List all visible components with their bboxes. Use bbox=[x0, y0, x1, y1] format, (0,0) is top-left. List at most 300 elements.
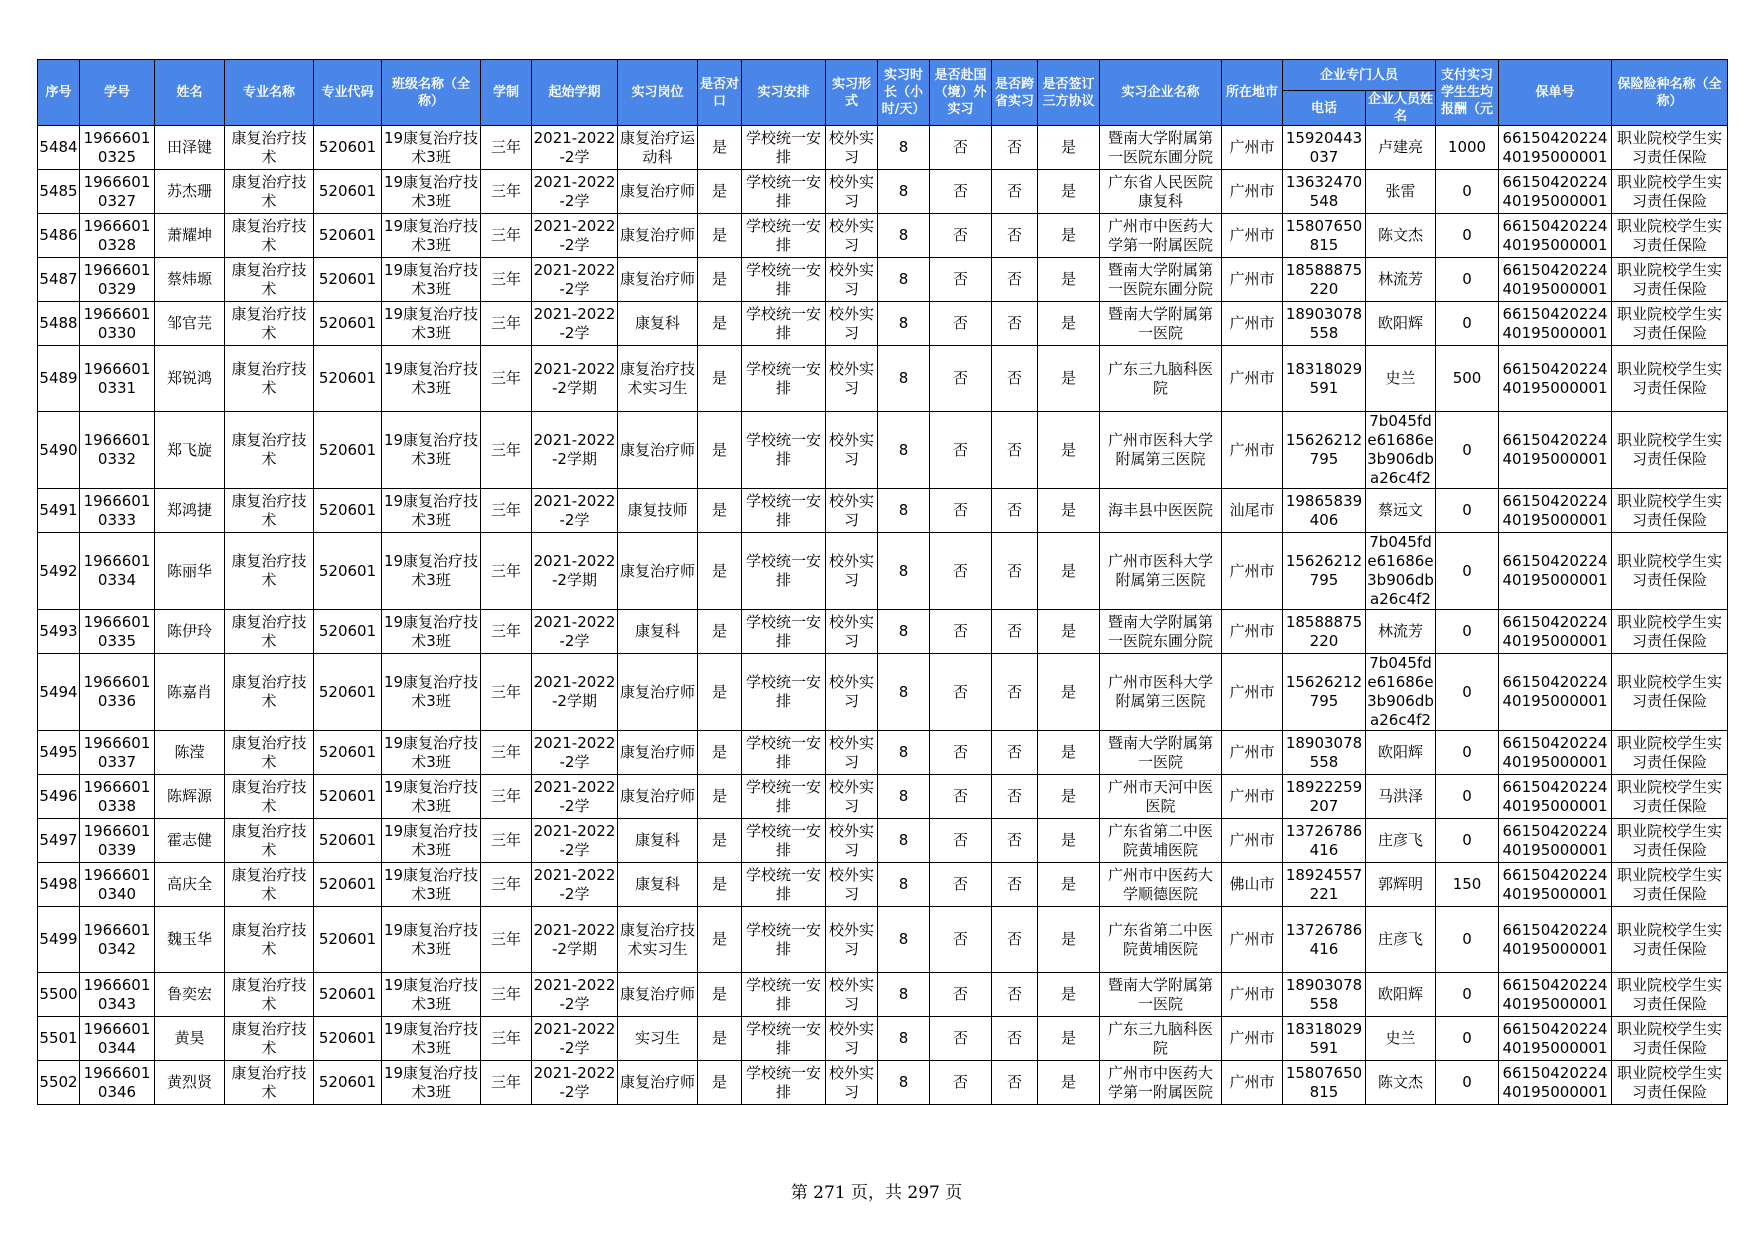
cell-agreement: 是 bbox=[1038, 819, 1100, 863]
cell-student-id: 19666010332 bbox=[80, 412, 155, 489]
cell-policy-no: 6615042022440195000001 bbox=[1499, 819, 1612, 863]
cell-position: 康复科 bbox=[618, 610, 698, 654]
cell-phone: 15920443037 bbox=[1283, 126, 1366, 170]
cell-matched: 是 bbox=[698, 863, 742, 907]
cell-cross-province: 否 bbox=[992, 489, 1038, 533]
cell-form: 校外实习 bbox=[826, 258, 878, 302]
cell-city: 汕尾市 bbox=[1222, 489, 1283, 533]
cell-phone: 18588875220 bbox=[1283, 610, 1366, 654]
cell-class-name: 19康复治疗技术3班 bbox=[382, 412, 481, 489]
cell-phone: 15626212795 bbox=[1283, 533, 1366, 610]
cell-arrangement: 学校统一安排 bbox=[742, 731, 826, 775]
cell-abroad: 否 bbox=[930, 731, 992, 775]
cell-hours: 8 bbox=[878, 346, 930, 412]
cell-hours: 8 bbox=[878, 819, 930, 863]
col-insurance: 保险险种名称（全称） bbox=[1612, 60, 1728, 126]
cell-company: 广东省第二中医院黄埔医院 bbox=[1100, 819, 1222, 863]
cell-city: 广州市 bbox=[1222, 533, 1283, 610]
cell-major-code: 520601 bbox=[314, 1017, 382, 1061]
cell-cross-province: 否 bbox=[992, 533, 1038, 610]
cell-name: 郑锐鸿 bbox=[155, 346, 225, 412]
cell-company: 广州市医科大学附属第三医院 bbox=[1100, 412, 1222, 489]
cell-insurance: 职业院校学生实习责任保险 bbox=[1612, 819, 1728, 863]
cell-form: 校外实习 bbox=[826, 214, 878, 258]
cell-student-id: 19666010330 bbox=[80, 302, 155, 346]
cell-matched: 是 bbox=[698, 258, 742, 302]
table-row bbox=[38, 489, 1728, 533]
cell-phone: 15626212795 bbox=[1283, 412, 1366, 489]
cell-pay: 0 bbox=[1436, 1061, 1499, 1105]
cell-major-code: 520601 bbox=[314, 489, 382, 533]
cell-staff-name: 欧阳辉 bbox=[1366, 731, 1436, 775]
cell-student-id: 19666010328 bbox=[80, 214, 155, 258]
col-form: 实习形式 bbox=[826, 60, 878, 126]
cell-phone: 18922259207 bbox=[1283, 775, 1366, 819]
cell-company: 广东三九脑科医院 bbox=[1100, 1017, 1222, 1061]
cell-duration: 三年 bbox=[481, 863, 532, 907]
cell-student-id: 19666010342 bbox=[80, 907, 155, 973]
col-company: 实习企业名称 bbox=[1100, 60, 1222, 126]
cell-hours: 8 bbox=[878, 302, 930, 346]
cell-class-name: 19康复治疗技术3班 bbox=[382, 346, 481, 412]
cell-matched: 是 bbox=[698, 610, 742, 654]
cell-duration: 三年 bbox=[481, 214, 532, 258]
col-phone: 电话 bbox=[1283, 91, 1366, 126]
cell-class-name: 19康复治疗技术3班 bbox=[382, 533, 481, 610]
cell-agreement: 是 bbox=[1038, 731, 1100, 775]
cell-abroad: 否 bbox=[930, 170, 992, 214]
cell-position: 康复治疗师 bbox=[618, 1061, 698, 1105]
cell-city: 广州市 bbox=[1222, 610, 1283, 654]
cell-abroad: 否 bbox=[930, 346, 992, 412]
cell-city: 广州市 bbox=[1222, 412, 1283, 489]
col-arrangement: 实习安排 bbox=[742, 60, 826, 126]
cell-form: 校外实习 bbox=[826, 126, 878, 170]
cell-phone: 18318029591 bbox=[1283, 1017, 1366, 1061]
cell-hours: 8 bbox=[878, 126, 930, 170]
cell-pay: 0 bbox=[1436, 214, 1499, 258]
cell-duration: 三年 bbox=[481, 654, 532, 731]
cell-class-name: 19康复治疗技术3班 bbox=[382, 610, 481, 654]
cell-major: 康复治疗技术 bbox=[225, 973, 314, 1017]
cell-abroad: 否 bbox=[930, 1061, 992, 1105]
cell-seq: 5491 bbox=[38, 489, 80, 533]
cell-position: 康复治疗师 bbox=[618, 731, 698, 775]
cell-matched: 是 bbox=[698, 775, 742, 819]
cell-form: 校外实习 bbox=[826, 731, 878, 775]
cell-arrangement: 学校统一安排 bbox=[742, 489, 826, 533]
cell-phone: 15807650815 bbox=[1283, 214, 1366, 258]
cell-insurance: 职业院校学生实习责任保险 bbox=[1612, 258, 1728, 302]
cell-matched: 是 bbox=[698, 1061, 742, 1105]
cell-matched: 是 bbox=[698, 126, 742, 170]
cell-company: 广州市医科大学附属第三医院 bbox=[1100, 533, 1222, 610]
cell-form: 校外实习 bbox=[826, 302, 878, 346]
cell-company: 暨南大学附属第一医院东圃分院 bbox=[1100, 258, 1222, 302]
cell-policy-no: 6615042022440195000001 bbox=[1499, 775, 1612, 819]
cell-phone: 18318029591 bbox=[1283, 346, 1366, 412]
cell-class-name: 19康复治疗技术3班 bbox=[382, 973, 481, 1017]
cell-position: 康复治疗师 bbox=[618, 412, 698, 489]
cell-hours: 8 bbox=[878, 731, 930, 775]
cell-name: 陈嘉肖 bbox=[155, 654, 225, 731]
cell-matched: 是 bbox=[698, 907, 742, 973]
cell-insurance: 职业院校学生实习责任保险 bbox=[1612, 1061, 1728, 1105]
cell-hours: 8 bbox=[878, 170, 930, 214]
cell-abroad: 否 bbox=[930, 775, 992, 819]
cell-duration: 三年 bbox=[481, 302, 532, 346]
cell-hours: 8 bbox=[878, 533, 930, 610]
cell-duration: 三年 bbox=[481, 1061, 532, 1105]
cell-agreement: 是 bbox=[1038, 533, 1100, 610]
cell-policy-no: 6615042022440195000001 bbox=[1499, 170, 1612, 214]
cell-staff-name: 马洪泽 bbox=[1366, 775, 1436, 819]
cell-city: 广州市 bbox=[1222, 170, 1283, 214]
cell-position: 康复治疗师 bbox=[618, 654, 698, 731]
cell-phone: 18588875220 bbox=[1283, 258, 1366, 302]
cell-form: 校外实习 bbox=[826, 775, 878, 819]
cell-cross-province: 否 bbox=[992, 973, 1038, 1017]
cell-agreement: 是 bbox=[1038, 302, 1100, 346]
cell-pay: 0 bbox=[1436, 973, 1499, 1017]
cell-class-name: 19康复治疗技术3班 bbox=[382, 1061, 481, 1105]
cell-class-name: 19康复治疗技术3班 bbox=[382, 731, 481, 775]
cell-major: 康复治疗技术 bbox=[225, 346, 314, 412]
cell-hours: 8 bbox=[878, 610, 930, 654]
cell-cross-province: 否 bbox=[992, 346, 1038, 412]
cell-cross-province: 否 bbox=[992, 654, 1038, 731]
table-row bbox=[38, 412, 1728, 489]
cell-insurance: 职业院校学生实习责任保险 bbox=[1612, 1017, 1728, 1061]
cell-form: 校外实习 bbox=[826, 346, 878, 412]
col-position: 实习岗位 bbox=[618, 60, 698, 126]
cell-insurance: 职业院校学生实习责任保险 bbox=[1612, 302, 1728, 346]
cell-seq: 5495 bbox=[38, 731, 80, 775]
cell-seq: 5494 bbox=[38, 654, 80, 731]
cell-cross-province: 否 bbox=[992, 863, 1038, 907]
cell-seq: 5498 bbox=[38, 863, 80, 907]
cell-student-id: 19666010333 bbox=[80, 489, 155, 533]
cell-class-name: 19康复治疗技术3班 bbox=[382, 214, 481, 258]
col-city: 所在地市 bbox=[1222, 60, 1283, 126]
cell-cross-province: 否 bbox=[992, 775, 1038, 819]
cell-insurance: 职业院校学生实习责任保险 bbox=[1612, 654, 1728, 731]
cell-company: 广东省人民医院康复科 bbox=[1100, 170, 1222, 214]
table-row bbox=[38, 214, 1728, 258]
cell-major: 康复治疗技术 bbox=[225, 775, 314, 819]
cell-name: 高庆全 bbox=[155, 863, 225, 907]
table-row bbox=[38, 346, 1728, 412]
cell-major: 康复治疗技术 bbox=[225, 654, 314, 731]
cell-seq: 5497 bbox=[38, 819, 80, 863]
cell-cross-province: 否 bbox=[992, 412, 1038, 489]
cell-duration: 三年 bbox=[481, 258, 532, 302]
cell-policy-no: 6615042022440195000001 bbox=[1499, 533, 1612, 610]
cell-start-term: 2021-2022-2学 bbox=[532, 775, 618, 819]
cell-pay: 0 bbox=[1436, 533, 1499, 610]
cell-student-id: 19666010334 bbox=[80, 533, 155, 610]
cell-staff-name: 陈文杰 bbox=[1366, 1061, 1436, 1105]
table-row bbox=[38, 973, 1728, 1017]
table-body bbox=[38, 126, 1728, 1105]
cell-name: 黄烈贤 bbox=[155, 1061, 225, 1105]
cell-arrangement: 学校统一安排 bbox=[742, 170, 826, 214]
col-duration: 学制 bbox=[481, 60, 532, 126]
cell-abroad: 否 bbox=[930, 489, 992, 533]
cell-major-code: 520601 bbox=[314, 775, 382, 819]
cell-arrangement: 学校统一安排 bbox=[742, 973, 826, 1017]
cell-seq: 5487 bbox=[38, 258, 80, 302]
cell-arrangement: 学校统一安排 bbox=[742, 1061, 826, 1105]
cell-staff-name: 庄彦飞 bbox=[1366, 907, 1436, 973]
cell-duration: 三年 bbox=[481, 907, 532, 973]
cell-name: 邹官芫 bbox=[155, 302, 225, 346]
cell-pay: 1000 bbox=[1436, 126, 1499, 170]
cell-company: 广州市天河中医医院 bbox=[1100, 775, 1222, 819]
cell-abroad: 否 bbox=[930, 258, 992, 302]
cell-cross-province: 否 bbox=[992, 907, 1038, 973]
cell-city: 广州市 bbox=[1222, 654, 1283, 731]
cell-company: 广州市中医药大学顺德医院 bbox=[1100, 863, 1222, 907]
cell-insurance: 职业院校学生实习责任保险 bbox=[1612, 731, 1728, 775]
cell-arrangement: 学校统一安排 bbox=[742, 654, 826, 731]
cell-phone: 19865839406 bbox=[1283, 489, 1366, 533]
cell-city: 广州市 bbox=[1222, 731, 1283, 775]
table-row bbox=[38, 258, 1728, 302]
col-student-id: 学号 bbox=[80, 60, 155, 126]
cell-policy-no: 6615042022440195000001 bbox=[1499, 863, 1612, 907]
cell-hours: 8 bbox=[878, 412, 930, 489]
cell-class-name: 19康复治疗技术3班 bbox=[382, 654, 481, 731]
cell-major: 康复治疗技术 bbox=[225, 214, 314, 258]
cell-form: 校外实习 bbox=[826, 863, 878, 907]
cell-start-term: 2021-2022-2学 bbox=[532, 258, 618, 302]
cell-policy-no: 6615042022440195000001 bbox=[1499, 302, 1612, 346]
cell-abroad: 否 bbox=[930, 533, 992, 610]
cell-city: 广州市 bbox=[1222, 258, 1283, 302]
cell-company: 广州市中医药大学第一附属医院 bbox=[1100, 1061, 1222, 1105]
cell-seq: 5501 bbox=[38, 1017, 80, 1061]
cell-hours: 8 bbox=[878, 489, 930, 533]
table-row bbox=[38, 302, 1728, 346]
cell-form: 校外实习 bbox=[826, 170, 878, 214]
cell-name: 蔡炜塬 bbox=[155, 258, 225, 302]
cell-policy-no: 6615042022440195000001 bbox=[1499, 346, 1612, 412]
cell-start-term: 2021-2022-2学期 bbox=[532, 346, 618, 412]
cell-start-term: 2021-2022-2学 bbox=[532, 819, 618, 863]
cell-company: 广州市中医药大学第一附属医院 bbox=[1100, 214, 1222, 258]
cell-city: 广州市 bbox=[1222, 973, 1283, 1017]
cell-duration: 三年 bbox=[481, 775, 532, 819]
cell-insurance: 职业院校学生实习责任保险 bbox=[1612, 412, 1728, 489]
table-row bbox=[38, 863, 1728, 907]
cell-insurance: 职业院校学生实习责任保险 bbox=[1612, 170, 1728, 214]
cell-arrangement: 学校统一安排 bbox=[742, 126, 826, 170]
cell-student-id: 19666010340 bbox=[80, 863, 155, 907]
col-abroad: 是否赴国（境）外实习 bbox=[930, 60, 992, 126]
cell-pay: 0 bbox=[1436, 775, 1499, 819]
cell-abroad: 否 bbox=[930, 863, 992, 907]
cell-start-term: 2021-2022-2学 bbox=[532, 1017, 618, 1061]
cell-insurance: 职业院校学生实习责任保险 bbox=[1612, 214, 1728, 258]
cell-position: 实习生 bbox=[618, 1017, 698, 1061]
cell-name: 郑飞旋 bbox=[155, 412, 225, 489]
cell-staff-name: 郭辉明 bbox=[1366, 863, 1436, 907]
cell-class-name: 19康复治疗技术3班 bbox=[382, 907, 481, 973]
cell-staff-name: 庄彦飞 bbox=[1366, 819, 1436, 863]
cell-start-term: 2021-2022-2学 bbox=[532, 214, 618, 258]
cell-pay: 0 bbox=[1436, 412, 1499, 489]
cell-city: 广州市 bbox=[1222, 775, 1283, 819]
cell-policy-no: 6615042022440195000001 bbox=[1499, 126, 1612, 170]
cell-duration: 三年 bbox=[481, 533, 532, 610]
cell-arrangement: 学校统一安排 bbox=[742, 819, 826, 863]
cell-staff-name: 张雷 bbox=[1366, 170, 1436, 214]
cell-matched: 是 bbox=[698, 214, 742, 258]
cell-abroad: 否 bbox=[930, 973, 992, 1017]
cell-major-code: 520601 bbox=[314, 412, 382, 489]
cell-city: 佛山市 bbox=[1222, 863, 1283, 907]
cell-major-code: 520601 bbox=[314, 973, 382, 1017]
cell-phone: 13632470548 bbox=[1283, 170, 1366, 214]
cell-staff-name: 蔡远文 bbox=[1366, 489, 1436, 533]
cell-pay: 0 bbox=[1436, 610, 1499, 654]
cell-seq: 5486 bbox=[38, 214, 80, 258]
cell-major-code: 520601 bbox=[314, 533, 382, 610]
cell-matched: 是 bbox=[698, 819, 742, 863]
cell-staff-name: 史兰 bbox=[1366, 1017, 1436, 1061]
cell-policy-no: 6615042022440195000001 bbox=[1499, 907, 1612, 973]
cell-class-name: 19康复治疗技术3班 bbox=[382, 258, 481, 302]
cell-major: 康复治疗技术 bbox=[225, 412, 314, 489]
cell-major: 康复治疗技术 bbox=[225, 258, 314, 302]
cell-form: 校外实习 bbox=[826, 533, 878, 610]
cell-name: 田泽键 bbox=[155, 126, 225, 170]
cell-pay: 150 bbox=[1436, 863, 1499, 907]
cell-major: 康复治疗技术 bbox=[225, 610, 314, 654]
cell-staff-name: 7b045fde61686e3b906dba26c4f2 bbox=[1367, 533, 1434, 608]
cell-student-id: 19666010327 bbox=[80, 170, 155, 214]
cell-class-name: 19康复治疗技术3班 bbox=[382, 170, 481, 214]
cell-abroad: 否 bbox=[930, 1017, 992, 1061]
col-name: 姓名 bbox=[155, 60, 225, 126]
col-hours: 实习时长（小时/天） bbox=[878, 60, 930, 126]
cell-agreement: 是 bbox=[1038, 214, 1100, 258]
cell-form: 校外实习 bbox=[826, 819, 878, 863]
cell-position: 康复科 bbox=[618, 819, 698, 863]
cell-duration: 三年 bbox=[481, 1017, 532, 1061]
cell-agreement: 是 bbox=[1038, 610, 1100, 654]
cell-agreement: 是 bbox=[1038, 654, 1100, 731]
col-pay: 支付实习学生生均报酬（元 bbox=[1436, 60, 1499, 126]
cell-major: 康复治疗技术 bbox=[225, 863, 314, 907]
cell-arrangement: 学校统一安排 bbox=[742, 346, 826, 412]
cell-pay: 0 bbox=[1436, 731, 1499, 775]
cell-seq: 5499 bbox=[38, 907, 80, 973]
cell-arrangement: 学校统一安排 bbox=[742, 214, 826, 258]
cell-form: 校外实习 bbox=[826, 907, 878, 973]
cell-city: 广州市 bbox=[1222, 302, 1283, 346]
cell-arrangement: 学校统一安排 bbox=[742, 863, 826, 907]
table-row bbox=[38, 731, 1728, 775]
cell-abroad: 否 bbox=[930, 302, 992, 346]
cell-hours: 8 bbox=[878, 863, 930, 907]
table-row bbox=[38, 126, 1728, 170]
cell-duration: 三年 bbox=[481, 346, 532, 412]
cell-matched: 是 bbox=[698, 302, 742, 346]
cell-name: 魏玉华 bbox=[155, 907, 225, 973]
col-major: 专业名称 bbox=[225, 60, 314, 126]
cell-staff-name: 林流芳 bbox=[1366, 258, 1436, 302]
cell-start-term: 2021-2022-2学 bbox=[532, 302, 618, 346]
cell-arrangement: 学校统一安排 bbox=[742, 907, 826, 973]
cell-phone: 18924557221 bbox=[1283, 863, 1366, 907]
cell-major-code: 520601 bbox=[314, 346, 382, 412]
cell-pay: 0 bbox=[1436, 302, 1499, 346]
col-matched: 是否对口 bbox=[698, 60, 742, 126]
table-row bbox=[38, 1061, 1728, 1105]
cell-start-term: 2021-2022-2学期 bbox=[532, 533, 618, 610]
cell-phone: 18903078558 bbox=[1283, 731, 1366, 775]
cell-major: 康复治疗技术 bbox=[225, 1017, 314, 1061]
cell-staff-name: 7b045fde61686e3b906dba26c4f2 bbox=[1367, 412, 1434, 487]
cell-agreement: 是 bbox=[1038, 170, 1100, 214]
cell-city: 广州市 bbox=[1222, 1061, 1283, 1105]
cell-major-code: 520601 bbox=[314, 302, 382, 346]
cell-abroad: 否 bbox=[930, 412, 992, 489]
cell-class-name: 19康复治疗技术3班 bbox=[382, 819, 481, 863]
cell-city: 广州市 bbox=[1222, 346, 1283, 412]
cell-student-id: 19666010337 bbox=[80, 731, 155, 775]
cell-abroad: 否 bbox=[930, 126, 992, 170]
cell-duration: 三年 bbox=[481, 731, 532, 775]
cell-start-term: 2021-2022-2学 bbox=[532, 489, 618, 533]
cell-position: 康复治疗师 bbox=[618, 775, 698, 819]
cell-hours: 8 bbox=[878, 1017, 930, 1061]
cell-seq: 5496 bbox=[38, 775, 80, 819]
cell-name: 黄昊 bbox=[155, 1017, 225, 1061]
cell-major: 康复治疗技术 bbox=[225, 489, 314, 533]
col-cross-province: 是否跨省实习 bbox=[992, 60, 1038, 126]
cell-form: 校外实习 bbox=[826, 654, 878, 731]
cell-duration: 三年 bbox=[481, 819, 532, 863]
cell-name: 萧耀坤 bbox=[155, 214, 225, 258]
cell-pay: 500 bbox=[1436, 346, 1499, 412]
cell-name: 苏杰珊 bbox=[155, 170, 225, 214]
cell-agreement: 是 bbox=[1038, 258, 1100, 302]
cell-staff-name: 陈文杰 bbox=[1366, 214, 1436, 258]
cell-seq: 5488 bbox=[38, 302, 80, 346]
cell-pay: 0 bbox=[1436, 170, 1499, 214]
cell-policy-no: 6615042022440195000001 bbox=[1499, 610, 1612, 654]
cell-duration: 三年 bbox=[481, 170, 532, 214]
cell-student-id: 19666010344 bbox=[80, 1017, 155, 1061]
cell-seq: 5493 bbox=[38, 610, 80, 654]
cell-duration: 三年 bbox=[481, 489, 532, 533]
cell-cross-province: 否 bbox=[992, 1017, 1038, 1061]
table-row bbox=[38, 907, 1728, 973]
cell-major-code: 520601 bbox=[314, 731, 382, 775]
cell-position: 康复治疗运动科 bbox=[618, 126, 698, 170]
cell-abroad: 否 bbox=[930, 214, 992, 258]
page-footer: 第 271 页，共 297 页 bbox=[790, 1183, 963, 1203]
col-class-name: 班级名称（全称） bbox=[382, 60, 481, 126]
cell-cross-province: 否 bbox=[992, 819, 1038, 863]
cell-position: 康复治疗师 bbox=[618, 258, 698, 302]
table-row bbox=[38, 775, 1728, 819]
cell-arrangement: 学校统一安排 bbox=[742, 533, 826, 610]
col-policy-no: 保单号 bbox=[1499, 60, 1612, 126]
